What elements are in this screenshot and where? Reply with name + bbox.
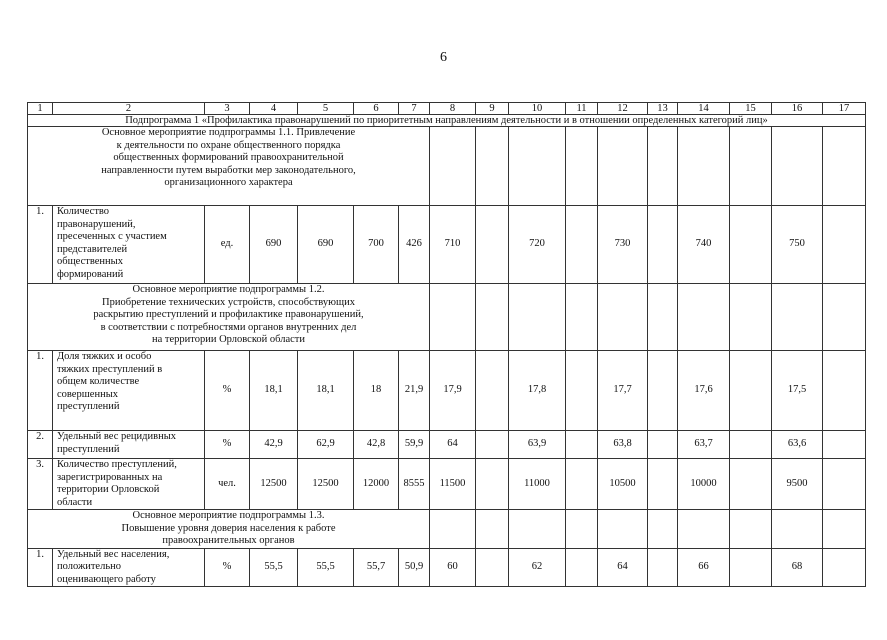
value-cell: 17,7 bbox=[598, 351, 648, 431]
page-number: 6 bbox=[440, 50, 447, 65]
value-cell: 12500 bbox=[298, 459, 354, 510]
value-cell: 690 bbox=[250, 206, 298, 284]
row-number: 1. bbox=[28, 206, 53, 284]
indicator-name bbox=[53, 351, 205, 431]
value-cell bbox=[730, 431, 772, 459]
value-cell bbox=[823, 548, 866, 587]
value-cell: 63,7 bbox=[678, 431, 730, 459]
section-title-line: Основное мероприятие подпрограммы 1.2. bbox=[132, 284, 325, 295]
section-title-line: Основное мероприятие подпрограммы 1.1. Привлечение bbox=[101, 127, 356, 138]
value-cell: 68 bbox=[772, 548, 823, 587]
empty-cell bbox=[430, 284, 476, 351]
value-cell: 740 bbox=[678, 206, 730, 284]
value-cell: 11500 bbox=[430, 459, 476, 510]
indicator-name-line: Количество преступлений, bbox=[57, 459, 177, 470]
value-cell bbox=[648, 351, 678, 431]
value-cell: 55,7 bbox=[354, 548, 399, 587]
subprogram-row bbox=[28, 115, 866, 127]
value-cell: 62,9 bbox=[298, 431, 354, 459]
value-cell: 59,9 bbox=[399, 431, 430, 459]
value-cell bbox=[476, 431, 509, 459]
table-row bbox=[28, 206, 866, 284]
value-cell: 63,6 bbox=[772, 431, 823, 459]
value-cell: 62 bbox=[509, 548, 566, 587]
value-cell bbox=[648, 459, 678, 510]
table-row bbox=[28, 459, 866, 510]
indicator-name-line: общем количестве bbox=[57, 376, 140, 387]
value-cell bbox=[823, 351, 866, 431]
empty-cell bbox=[678, 510, 730, 549]
subprogram-title: Подпрограмма 1 «Профилактика правонарушений по приоритетным направлениям деятельности и в отношении определенных категорий лиц» bbox=[28, 115, 866, 127]
value-cell: 17,9 bbox=[430, 351, 476, 431]
value-cell bbox=[730, 351, 772, 431]
section-title bbox=[28, 510, 430, 549]
value-cell: 66 bbox=[678, 548, 730, 587]
empty-cell bbox=[678, 284, 730, 351]
section-title-line: на территории Орловской области bbox=[152, 334, 305, 345]
value-cell: 18 bbox=[354, 351, 399, 431]
empty-cell bbox=[566, 284, 598, 351]
value-cell: 8555 bbox=[399, 459, 430, 510]
table-row bbox=[28, 351, 866, 431]
empty-cell bbox=[772, 510, 823, 549]
value-cell: 10000 bbox=[678, 459, 730, 510]
indicator-name-line: правонарушений, bbox=[57, 218, 136, 230]
value-cell bbox=[648, 548, 678, 587]
empty-cell bbox=[730, 510, 772, 549]
section-row bbox=[28, 510, 866, 549]
value-cell: 12500 bbox=[250, 459, 298, 510]
indicator-name bbox=[53, 431, 205, 459]
empty-cell bbox=[772, 127, 823, 206]
indicator-name-line: тяжких преступлений в bbox=[57, 363, 163, 375]
empty-cell bbox=[509, 510, 566, 549]
value-cell: 21,9 bbox=[399, 351, 430, 431]
value-cell bbox=[648, 206, 678, 284]
value-cell: 17,6 bbox=[678, 351, 730, 431]
value-cell bbox=[730, 206, 772, 284]
value-cell: 426 bbox=[399, 206, 430, 284]
empty-cell bbox=[566, 127, 598, 206]
indicator-name-line: преступлений bbox=[57, 443, 120, 455]
row-number: 1. bbox=[28, 548, 53, 587]
indicators-table bbox=[27, 102, 866, 587]
empty-cell bbox=[509, 284, 566, 351]
value-cell bbox=[823, 459, 866, 510]
value-cell: 42,8 bbox=[354, 431, 399, 459]
column-number: 15 bbox=[730, 103, 772, 115]
column-number: 17 bbox=[823, 103, 866, 115]
row-number: 2. bbox=[28, 431, 53, 459]
section-title-line: в соответствии с потребностями органов внутренних дел bbox=[100, 321, 357, 333]
column-number: 5 bbox=[298, 103, 354, 115]
section-row bbox=[28, 127, 866, 206]
column-number: 11 bbox=[566, 103, 598, 115]
value-cell bbox=[566, 351, 598, 431]
section-title bbox=[28, 284, 430, 351]
unit-cell: % bbox=[205, 431, 250, 459]
column-number: 8 bbox=[430, 103, 476, 115]
value-cell bbox=[476, 548, 509, 587]
empty-cell bbox=[430, 127, 476, 206]
empty-cell bbox=[648, 510, 678, 549]
value-cell: 690 bbox=[298, 206, 354, 284]
value-cell bbox=[476, 206, 509, 284]
value-cell bbox=[476, 351, 509, 431]
empty-cell bbox=[598, 127, 648, 206]
table-row bbox=[28, 431, 866, 459]
indicator-name-line: положительно bbox=[57, 561, 121, 572]
indicator-name-line: Количество bbox=[57, 206, 110, 217]
column-number: 14 bbox=[678, 103, 730, 115]
empty-cell bbox=[509, 127, 566, 206]
section-title-line: организационного характера bbox=[164, 177, 293, 188]
value-cell: 18,1 bbox=[298, 351, 354, 431]
value-cell bbox=[730, 459, 772, 510]
column-number: 13 bbox=[648, 103, 678, 115]
section-title-line: Приобретение технических устройств, способствующих bbox=[102, 296, 355, 308]
value-cell bbox=[566, 206, 598, 284]
value-cell bbox=[476, 459, 509, 510]
indicator-name-line: преступлений bbox=[57, 401, 120, 412]
empty-cell bbox=[730, 284, 772, 351]
value-cell: 17,5 bbox=[772, 351, 823, 431]
column-number-row bbox=[28, 103, 866, 115]
section-title bbox=[28, 127, 430, 206]
value-cell bbox=[566, 459, 598, 510]
value-cell: 55,5 bbox=[298, 548, 354, 587]
value-cell: 63,9 bbox=[509, 431, 566, 459]
section-title-line: раскрытию преступлений и профилактике правонарушений, bbox=[93, 309, 364, 320]
column-number: 4 bbox=[250, 103, 298, 115]
indicator-name bbox=[53, 459, 205, 510]
column-number: 10 bbox=[509, 103, 566, 115]
value-cell: 18,1 bbox=[250, 351, 298, 431]
value-cell: 12000 bbox=[354, 459, 399, 510]
value-cell bbox=[566, 548, 598, 587]
value-cell: 55,5 bbox=[250, 548, 298, 587]
empty-cell bbox=[476, 510, 509, 549]
value-cell: 750 bbox=[772, 206, 823, 284]
unit-cell: % bbox=[205, 351, 250, 431]
empty-cell bbox=[678, 127, 730, 206]
empty-cell bbox=[823, 127, 866, 206]
indicator-name-line: общественных bbox=[57, 256, 123, 267]
column-number: 12 bbox=[598, 103, 648, 115]
empty-cell bbox=[648, 284, 678, 351]
column-number: 3 bbox=[205, 103, 250, 115]
empty-cell bbox=[430, 510, 476, 549]
value-cell bbox=[566, 431, 598, 459]
indicator-name-line: оценивающего работу bbox=[57, 573, 156, 585]
value-cell: 64 bbox=[430, 431, 476, 459]
indicator-name-line: Удельный вес рецидивных bbox=[57, 431, 177, 442]
section-title-line: общественных формирований правоохранительной bbox=[113, 152, 344, 163]
section-title-line: к деятельности по охране общественного порядка bbox=[116, 139, 341, 151]
value-cell bbox=[823, 431, 866, 459]
value-cell bbox=[823, 206, 866, 284]
column-number: 2 bbox=[53, 103, 205, 115]
empty-cell bbox=[476, 127, 509, 206]
row-number: 3. bbox=[28, 459, 53, 510]
indicator-name-line: формирований bbox=[57, 268, 124, 280]
value-cell: 42,9 bbox=[250, 431, 298, 459]
unit-cell: чел. bbox=[205, 459, 250, 510]
value-cell: 720 bbox=[509, 206, 566, 284]
section-title-line: правоохранительных органов bbox=[162, 535, 295, 546]
section-title-line: направленности путем выработки мер законодательного, bbox=[101, 164, 356, 176]
empty-cell bbox=[772, 284, 823, 351]
section-title-line: Основное мероприятие подпрограммы 1.3. bbox=[132, 510, 325, 521]
indicator-name bbox=[53, 548, 205, 587]
value-cell: 730 bbox=[598, 206, 648, 284]
value-cell: 10500 bbox=[598, 459, 648, 510]
value-cell: 700 bbox=[354, 206, 399, 284]
indicator-name bbox=[53, 206, 205, 284]
value-cell bbox=[648, 431, 678, 459]
empty-cell bbox=[566, 510, 598, 549]
column-number: 6 bbox=[354, 103, 399, 115]
indicator-name-line: представителей bbox=[57, 243, 128, 255]
value-cell: 50,9 bbox=[399, 548, 430, 587]
indicator-name-line: Доля тяжких и особо bbox=[57, 351, 152, 362]
column-number: 7 bbox=[399, 103, 430, 115]
empty-cell bbox=[730, 127, 772, 206]
empty-cell bbox=[598, 510, 648, 549]
indicator-name-line: области bbox=[57, 496, 93, 508]
column-number: 1 bbox=[28, 103, 53, 115]
table-body bbox=[28, 103, 866, 587]
empty-cell bbox=[598, 284, 648, 351]
indicator-name-line: зарегистрированных на bbox=[57, 471, 163, 483]
indicator-name-line: Удельный вес населения, bbox=[57, 548, 170, 560]
row-number: 1. bbox=[28, 351, 53, 431]
value-cell: 60 bbox=[430, 548, 476, 587]
section-title-line: Повышение уровня доверия населения к работе bbox=[121, 522, 336, 534]
value-cell: 63,8 bbox=[598, 431, 648, 459]
value-cell: 710 bbox=[430, 206, 476, 284]
column-number: 9 bbox=[476, 103, 509, 115]
indicator-name-line: территории Орловской bbox=[57, 484, 160, 495]
unit-cell: % bbox=[205, 548, 250, 587]
unit-cell: ед. bbox=[205, 206, 250, 284]
indicator-name-line: совершенных bbox=[57, 388, 119, 400]
empty-cell bbox=[476, 284, 509, 351]
indicator-name-line: пресеченных с участием bbox=[57, 231, 167, 242]
value-cell: 9500 bbox=[772, 459, 823, 510]
section-row bbox=[28, 284, 866, 351]
value-cell bbox=[730, 548, 772, 587]
table-row bbox=[28, 548, 866, 587]
value-cell: 64 bbox=[598, 548, 648, 587]
empty-cell bbox=[823, 510, 866, 549]
column-number: 16 bbox=[772, 103, 823, 115]
value-cell: 17,8 bbox=[509, 351, 566, 431]
value-cell: 11000 bbox=[509, 459, 566, 510]
empty-cell bbox=[823, 284, 866, 351]
empty-cell bbox=[648, 127, 678, 206]
